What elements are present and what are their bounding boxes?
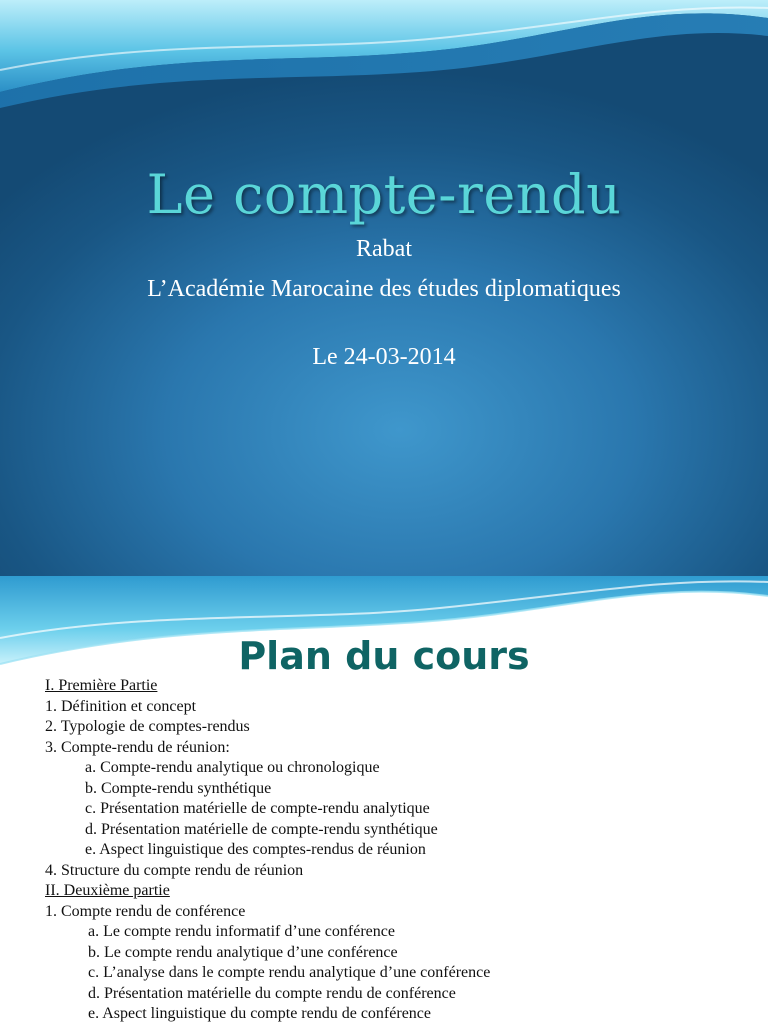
outline-item: 2. Typologie de comptes-rendus bbox=[45, 718, 250, 735]
outline-item: d. Présentation matérielle du compte rendu de conférence bbox=[88, 984, 456, 1002]
outline-item: 1. Compte rendu de conférence bbox=[45, 902, 246, 920]
outline-item: e. Aspect linguistique du compte rendu de conférence bbox=[88, 1005, 431, 1022]
outline-item: a. Compte-rendu analytique ou chronologique bbox=[85, 759, 380, 776]
course-outline-list bbox=[45, 676, 490, 1024]
outline-section-heading: II. Deuxième partie bbox=[45, 882, 170, 899]
wave-decoration-top bbox=[0, 0, 768, 110]
date-text: Le 24-03-2014 bbox=[312, 344, 456, 370]
outline-item: a. Le compte rendu informatif d’une conférence bbox=[88, 923, 395, 940]
outline-section-heading: I. Première Partie bbox=[45, 677, 158, 694]
outline-slide bbox=[0, 576, 768, 1024]
outline-item: d. Présentation matérielle de compte-rendu synthétique bbox=[85, 820, 438, 838]
outline-item: b. Compte-rendu synthétique bbox=[85, 779, 272, 797]
outline-item: 1. Définition et concept bbox=[45, 697, 197, 715]
outline-item: e. Aspect linguistique des comptes-rendus de réunion bbox=[85, 841, 426, 858]
outline-item: 4. Structure du compte rendu de réunion bbox=[45, 861, 304, 879]
institution-text: L’Académie Marocaine des études diplomatiques bbox=[147, 276, 621, 302]
location-text: Rabat bbox=[356, 236, 412, 262]
outline-item: b. Le compte rendu analytique d’une conférence bbox=[88, 943, 398, 961]
slide-title: Le compte-rendu bbox=[146, 163, 622, 226]
outline-item: c. Présentation matérielle de compte-rendu analytique bbox=[85, 800, 430, 817]
outline-title: Plan du cours bbox=[238, 634, 530, 678]
outline-item: c. L’analyse dans le compte rendu analytique d’une conférence bbox=[88, 964, 491, 981]
outline-item: 3. Compte-rendu de réunion: bbox=[45, 738, 230, 756]
